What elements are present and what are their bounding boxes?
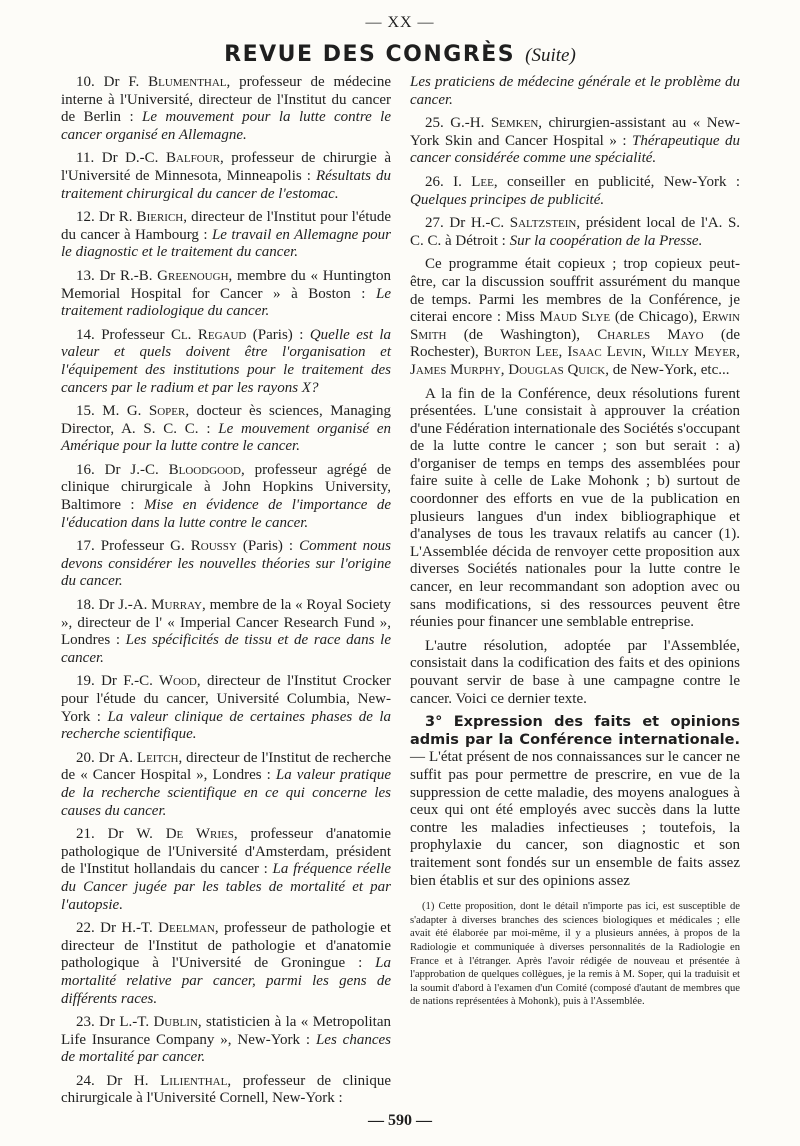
entry-affiliation: directeur de l'Institut Crocker pour l'étude du cancer, Université Columbia, New-York : [61,673,392,725]
entry-title: Professeur [101,326,171,343]
entry-title: I. [453,173,472,190]
entry-author: H. Lilienthal, [133,1072,232,1089]
entry-topic: Comment nous devons considérer les nouvelles théories sur l'origine du cancer. [61,538,392,590]
entry-number: 13. [76,267,100,284]
entry-affiliation: professeur de pathologie et directeur de l'Institut de pathologie et d'anatomie pathologique à l'Université de Groningue : [61,920,391,972]
entry-affiliation: membre de la « Royal Society », directeur de l' « Imperial Cancer Research Fund », Londres : [61,597,392,649]
entry-title: Dr [98,749,119,766]
left-entry [61,74,391,144]
left-entry [61,268,391,321]
entry-number: 24. [76,1072,107,1089]
entry-title: Dr [99,267,120,284]
entry-title: Dr [449,215,471,232]
left-entry [61,403,391,456]
entry-affiliation: professeur de médecine interne à l'Université, directeur de l'Institut du cancer de Berlin : [61,74,391,126]
left-column [61,74,391,1114]
entry-affiliation: membre du « Huntington Memorial Hospital for Cancer » à Boston : [61,267,392,302]
paragraph-other-resolution: L'autre résolution, adoptée par l'Assemblée, consistait dans la codification des faits et des opinions pouvant servir de base à une campagne contre le cancer. Voici ce dernier texte. [410,637,740,707]
entry-number: 22. [76,920,101,937]
entry-topic: Quelle est la valeur et quels doivent être l'organisation et l'équipement des institutions pour le traitement des cancers par le radium et par les rayons X? [61,326,391,396]
entry-number: 23. [76,1014,100,1031]
section-title-main: REVUE DES CONGRÈS [224,42,516,67]
member-name: Douglas Quick [508,361,606,378]
entry-number: 21. [76,826,108,843]
entry-title: Dr [106,1072,134,1089]
page-number: — 590 — [368,1112,432,1129]
entry-topic: Sur la coopération de la Presse. [509,232,703,249]
entry-affiliation: chirurgien-assistant au « New-York Skin and Cancer Hospital » : [410,115,741,149]
left-entry [61,1014,391,1067]
entry-author: Lee, [471,173,498,190]
entry-topic: Le mouvement pour la lutte contre le cancer organisé en Allemagne. [61,109,391,143]
entry-author: F. Blumenthal, [128,74,231,90]
entry-affiliation: directeur de l'Institut de recherche de « Cancer Hospital », Londres : [61,749,392,784]
entry-topic: Mise en évidence de l'importance de l'éducation dans la lutte contre le cancer. [61,497,391,531]
left-entry [61,209,391,262]
member-name: Charles Mayo [597,326,704,343]
left-entry [61,597,391,667]
paragraph-program: Ce programme était copieux ; trop copieux peut-être, car la discussion souffrit assurément du manque de temps. Parmi les membres de la Conférence, je citerai encore : Miss Maud Slye (de Chicago), Erwin Smith (de Washington), Charles Mayo (de Rochester), Burton Lee, Isaac Levin, Willy Meyer, James Murphy, Douglas Quick, de New-York, etc... [410,256,740,378]
left-entry [61,538,391,591]
section-title [0,42,800,67]
entry-topic: Thérapeutique du cancer considérée comme une spécialité. [410,132,741,167]
entry-title: Dr [98,597,119,614]
entry-title: Dr [107,826,137,843]
entry-topic: Les spécificités de tissu et de race dans le cancer. [61,632,391,666]
entry-affiliation: (Paris) : [252,326,304,343]
entry-title: Dr [104,461,131,478]
entry-title: Dr [100,920,122,937]
roman-page-number: — XX — [365,14,435,31]
entry-author: A. Leitch, [118,749,183,766]
entry-affiliation: professeur d'anatomie pathologique de l'Université d'Amsterdam, président de l'Institut hollandais du cancer : [61,826,392,878]
entry-title: Dr [98,209,119,226]
subheading-expression: 3° Expression des faits et opinions admis par la Conférence internationale. [410,714,740,748]
entry-author: W. De Wries, [136,826,238,843]
entry-topic: Le mouvement organisé en Amérique pour la lutte contre le cancer. [61,420,391,455]
entry-number: 11. [76,150,102,167]
paragraph-program-text: Ce programme était copieux ; trop copieux peut-être, car la discussion souffrit assurément du manque de temps. Parmi les membres de la Conférence, je citerai encore : Miss [410,256,740,326]
entry-number: 12. [76,209,99,226]
entry-affiliation: professeur de chirurgie à l'Université de Minnesota, Minneapolis : [61,150,391,184]
entry-topic: Résultats du traitement chirurgical du cancer de l'estomac. [61,167,392,202]
entry-title: Dr [99,1014,120,1031]
section-title-suite: (Suite) [525,45,576,66]
member-name: James Murphy [410,361,501,378]
entry-title: Dr [101,150,126,167]
entry-number: 27. [425,215,450,232]
entry-affiliation: docteur ès sciences, Managing Director, A. S. C. C. : [61,403,392,437]
entry-topic: La fréquence réelle du Cancer jugée par les tables de mortalité et par l'autopsie. [61,861,392,913]
entry-number: 25. [425,115,451,132]
entry-number: 20. [76,749,99,766]
entry-number: 15. [76,403,103,420]
entry-number: 18. [76,597,99,614]
entry-author: R. Bierich, [118,209,187,226]
right-entries [410,115,740,250]
entry-title: Dr [101,673,124,690]
entry-affiliation: conseiller en publicité, New-York : [506,173,740,190]
entry-author: H.-C. Saltzstein, [470,215,581,232]
right-entry [410,115,740,168]
entry-author: Cl. Regaud [170,326,247,343]
left-entry [61,826,391,914]
entry-title: Professeur [100,538,171,555]
entry-number: 26. [425,173,454,190]
entry-topic: La valeur clinique de certaines phases de la recherche scientifique. [61,708,391,743]
entry-author: Semken, [490,115,543,132]
entry-author: R.-B. Greenough, [119,267,233,284]
entry-affiliation: professeur agrégé de clinique chirurgicale à John Hopkins University, Baltimore : [61,461,392,514]
entry-affiliation: professeur de clinique chirurgicale à l'Université Cornell, New-York : [61,1072,391,1107]
member-name: Isaac Levin [567,344,643,361]
entry-number: 14. [76,326,102,343]
entry-topic: Le traitement radiologique du cancer. [61,285,392,320]
paragraph-expression [410,714,740,890]
entry-affiliation: directeur de l'Institut pour l'étude du cancer à Hambourg : [61,209,392,243]
member-name: Erwin Smith [410,309,740,343]
left-entry [61,920,391,1008]
entry-affiliation: statisticien à la « Metropolitan Life Insurance Company », New-York : [61,1014,392,1048]
paragraph-expression-text: — L'état présent de nos connaissances sur le cancer ne suffit pas pour permettre de prescrire, en vue de la suppression de cette maladie, des moyens analogues à ceux qui ont été employés avec succès dans la lutte contre les maladies infectieuses ; toutefois, la prophylaxie du cancer, son diagnostic et son traitement sont fondés sur un ensemble de faits assez bien établis et sur des opinions assez [410,749,740,889]
entry-author: J.-C. Bloodgood, [130,461,245,478]
entry-number: 19. [76,673,102,690]
entry-topic: Quelques principes de publicité. [410,191,605,208]
left-entry [61,1073,391,1108]
member-name: Willy Meyer [651,344,737,361]
entry-title: M. [102,403,127,420]
entry-affiliation: (Paris) : [242,538,294,555]
member-name: Burton Lee [483,344,559,361]
right-entry [410,174,740,209]
continuation-topic: Les praticiens de médecine générale et le problème du cancer. [410,74,740,108]
entry-number: 10. [76,74,104,90]
entry-affiliation: président local de l'A. S. C. C. à Détroit : [410,215,741,249]
right-column [410,74,740,1009]
left-entry [61,150,391,203]
entry-number: 16. [76,461,105,478]
right-entry [410,215,740,250]
entry-author: G. Soper, [126,403,190,420]
entry-topic: Le travail en Allemagne pour le diagnostic et le traitement du cancer. [61,226,391,261]
paragraph-resolutions: A la fin de la Conférence, deux résolutions furent présentées. L'une consistait à approuver la création d'une Fédération internationale des Sociétés s'occupant de la lutte contre le cancer ; son but serait : a) d'organiser de temps en temps des assemblées pour faire suite à celle de Lake Mohonk ; b) surtout de coordonner des efforts en vue de la publication en plusieurs langues d'un index bibliographique et d'analyses de tous les travaux relatifs au cancer (1). L'Assemblée décida de renvoyer cette proposition aux diverses Sociétés nationales pour la lutte contre le cancer, en leur recommandant son adoption avec ou sans modifications, si des ressources peuvent être réunies pour financer une semblable entreprise. [410,385,740,631]
left-entry [61,462,391,532]
entry-author: J.-A. Murray, [118,597,206,614]
left-entry [61,750,391,820]
footnote-text: (1) Cette proposition, dont le détail n'importe pas ici, est susceptible de s'adapter à diverses branches des sciences biologiques et médicales ; elle avait été élaborée par moi-même, il y a plusieurs années, à propos de la Radiologie et communiquée à diverses personnalités de la Radiologie en France et à l'étranger. Après l'avoir rédigée de nouveau et présentée à l'approbation de quelques collègues, je la remis à M. Soper, qui la traduisit et la soumit d'abord à l'examen d'un Comité (composé d'autant de membres que de nations représentées à Mohonk), puis à l'Assemblée. [410,901,740,1008]
entry-number: 17. [76,538,101,555]
entry-author: H.-T. Deelman, [121,920,219,937]
footnote [410,900,740,1009]
entry-topic: La valeur pratique de la recherche scientifique en ce qui concerne les causes du cancer. [61,767,392,819]
entry-author: F.-C. Wood, [123,673,201,690]
entry-title: Dr [103,74,129,90]
entry-author: L.-T. Dublin, [119,1014,202,1031]
entry-author: G. Roussy [170,538,237,555]
left-entry [61,327,391,397]
entry-author: D.-C. Balfour, [125,150,224,167]
left-entry [61,673,391,743]
entry-topic: Les chances de mortalité par cancer. [61,1031,391,1066]
member-name: Maud Slye [539,309,611,326]
entry-topic: La mortalité relative par cancer, parmi les gens de différents races. [61,955,391,1007]
entry-title: G.-H. [450,115,491,132]
